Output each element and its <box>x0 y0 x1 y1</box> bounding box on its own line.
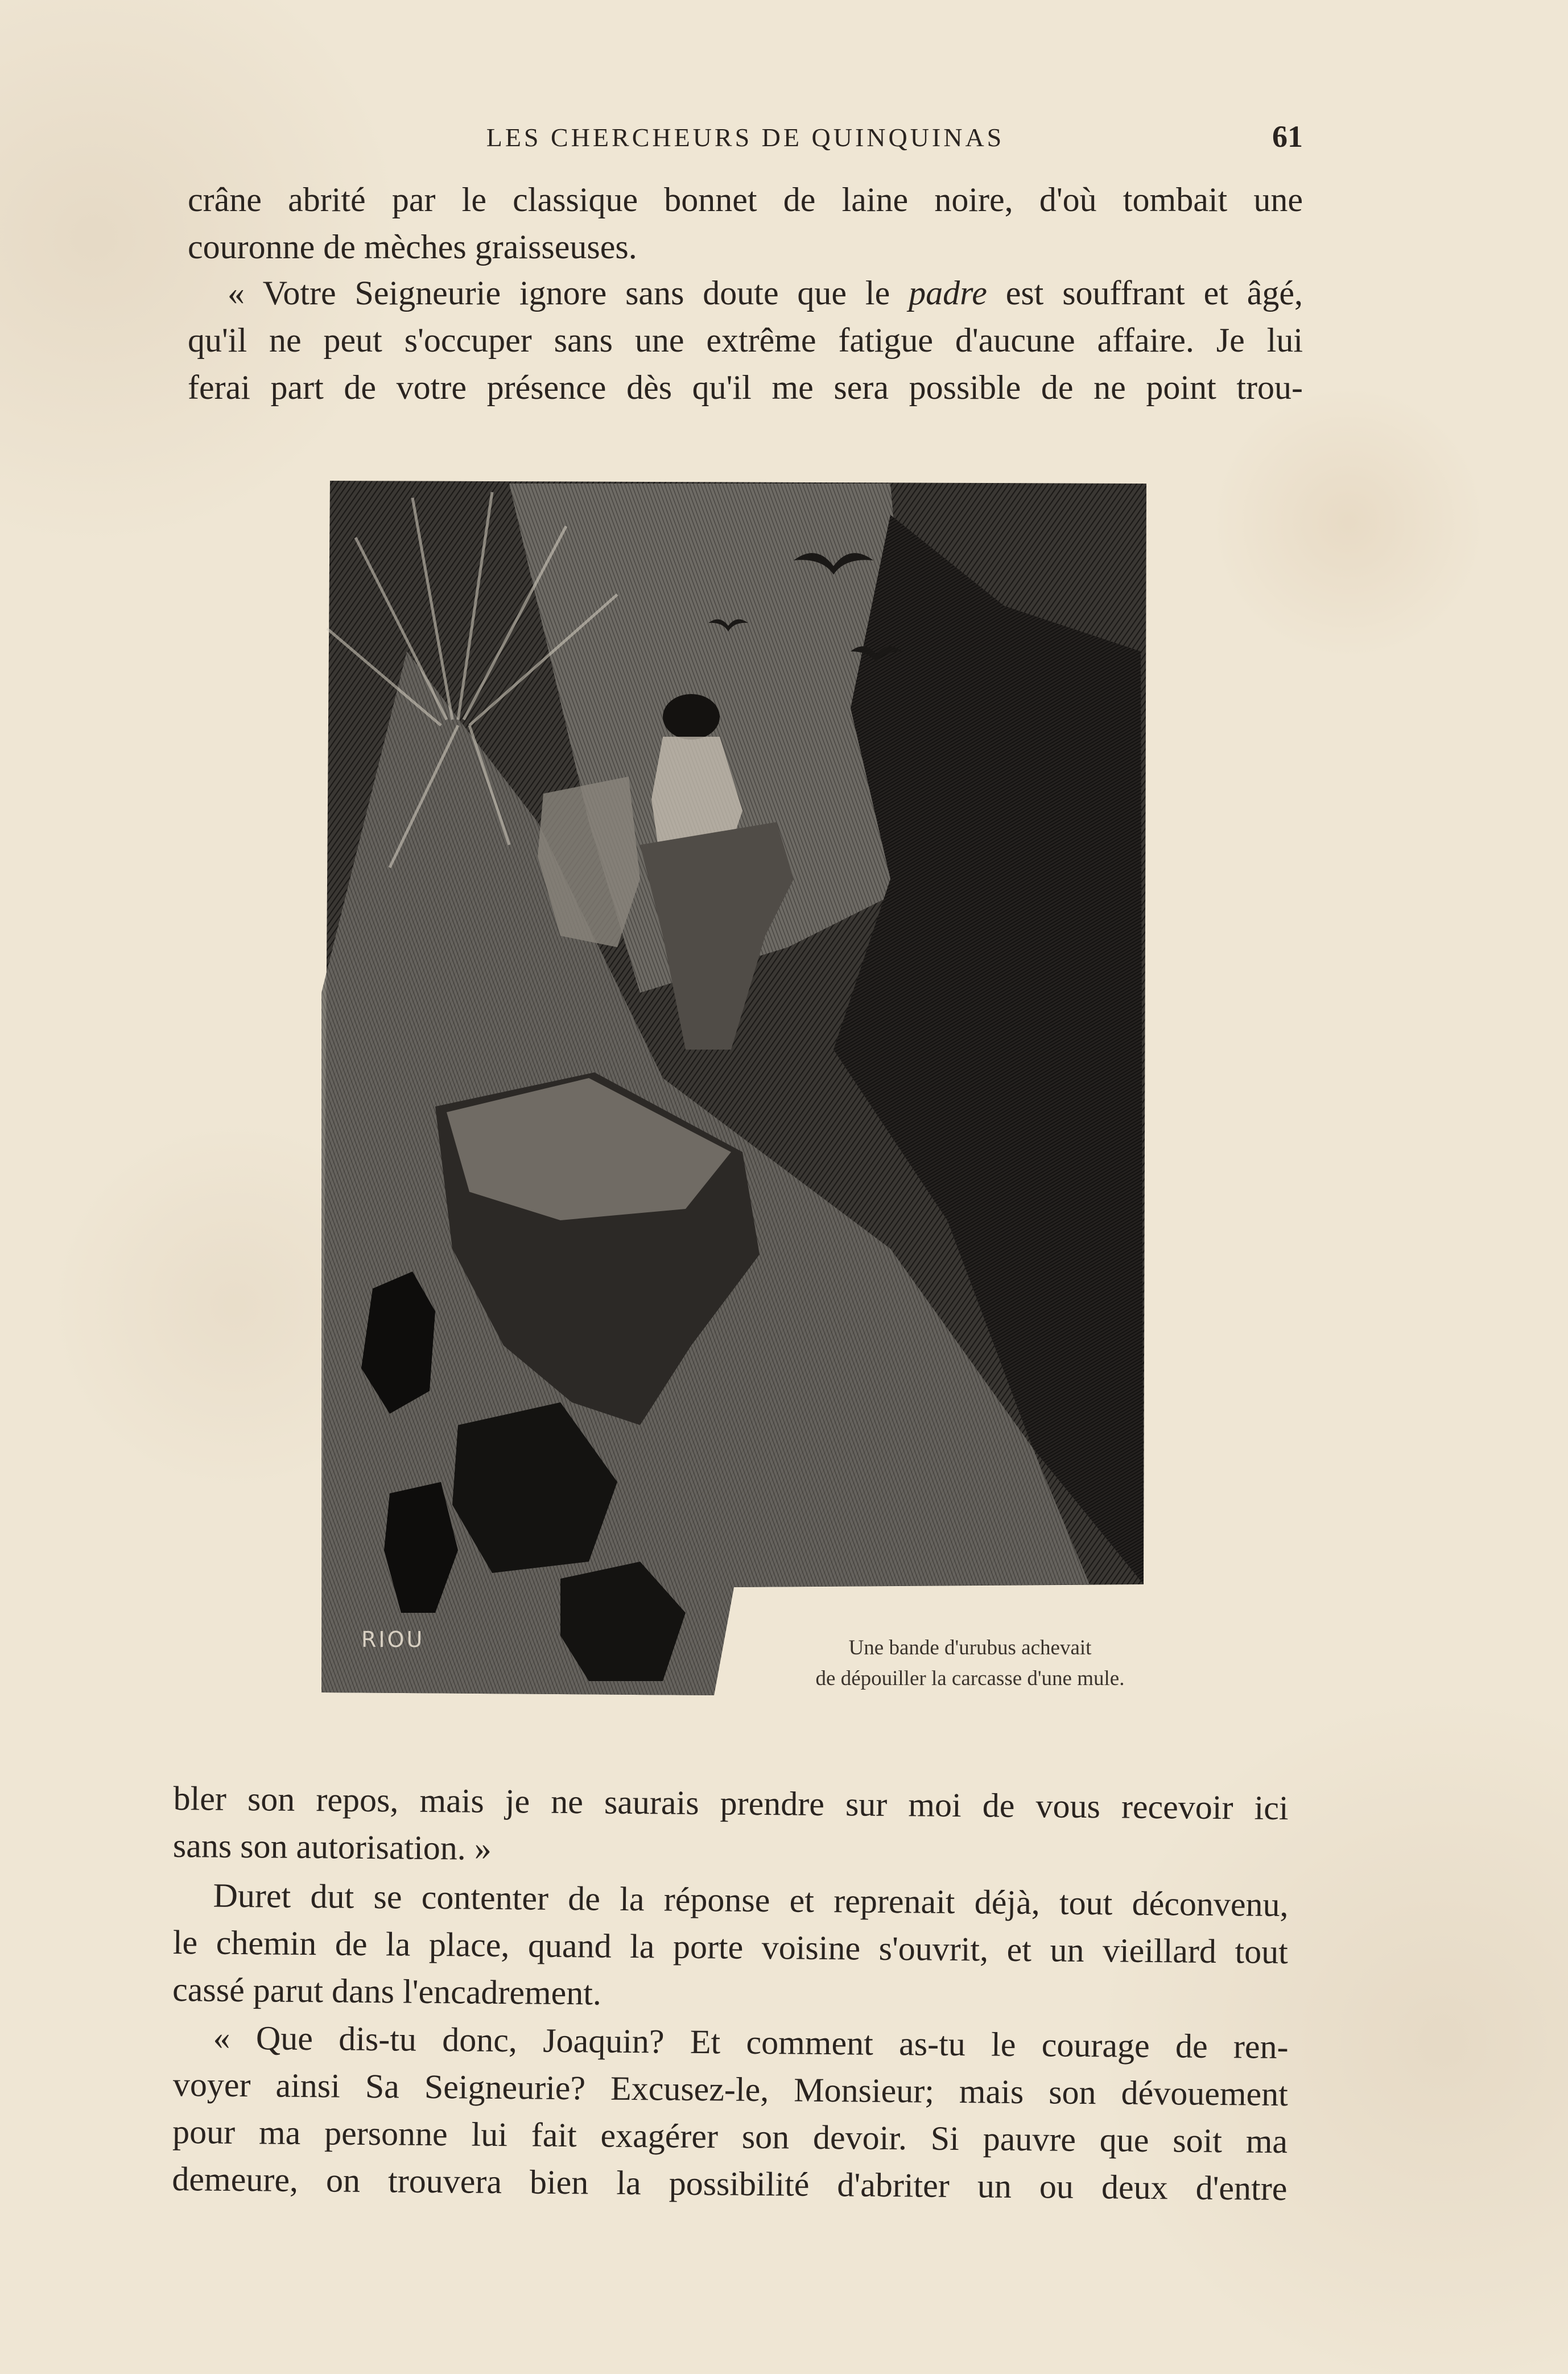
paragraph-3 <box>173 1775 1289 1879</box>
text-line: « Que dis-tu donc, Joaquin? Et comment as-tu le courage de ren- <box>213 2018 1289 2066</box>
text-line: pour ma personne lui fait exagérer son devoir. Si pauvre que soit ma <box>172 2112 1288 2161</box>
engraver-signature: RIOU <box>361 1627 425 1652</box>
text-line: couronne de mèches graisseuses. <box>188 228 637 266</box>
page-number: 61 <box>1272 119 1303 154</box>
text-line: qu'il ne peut s'occuper sans une extrême fatigue d'aucune affaire. Je lui <box>188 321 1303 359</box>
text-line: voyer ainsi Sa Seigneurie? Excusez-le, Monsieur; mais son dévouement <box>172 2065 1289 2113</box>
paragraph-1 <box>188 176 1303 271</box>
engraving-illustration <box>321 481 1146 1695</box>
italic-word: padre <box>909 274 987 312</box>
paragraph-4 <box>172 1872 1289 2023</box>
text-span: est souffrant et âgé, <box>987 274 1303 312</box>
text-line: ferai part de votre présence dès qu'il me sera possible de ne point trou- <box>188 369 1303 406</box>
text-line: Duret dut se contenter de la réponse et reprenait déjà, tout déconvenu, <box>213 1876 1289 1924</box>
caption-line: de dépouiller la carcasse d'une mule. <box>815 1667 1125 1690</box>
engraving-image <box>321 481 1146 1695</box>
page-header <box>188 117 1303 162</box>
paragraph-5 <box>172 2014 1289 2212</box>
figure-caption <box>745 1633 1195 1694</box>
text-span: « Votre Seigneurie ignore sans doute que le <box>228 274 909 312</box>
text-line: demeure, on trouvera bien la possibilité d'abriter un ou deux d'entre <box>172 2160 1288 2208</box>
caption-line: Une bande d'urubus achevait <box>848 1636 1092 1659</box>
text-line: crâne abrité par le classique bonnet de laine noire, d'où tombait une <box>188 181 1303 218</box>
text-line: bler son repos, mais je ne saurais prendre sur moi de vous recevoir ici <box>173 1779 1289 1827</box>
running-title: LES CHERCHEURS DE QUINQUINAS <box>486 123 1005 152</box>
text-line <box>188 270 1303 317</box>
text-line: le chemin de la place, quand la porte voisine s'ouvrit, et un vieillard tout <box>172 1923 1289 1971</box>
text-line: sans son autorisation. » <box>172 1826 492 1867</box>
paragraph-2 <box>188 270 1303 411</box>
text-line: cassé parut dans l'encadrement. <box>172 1970 602 2012</box>
